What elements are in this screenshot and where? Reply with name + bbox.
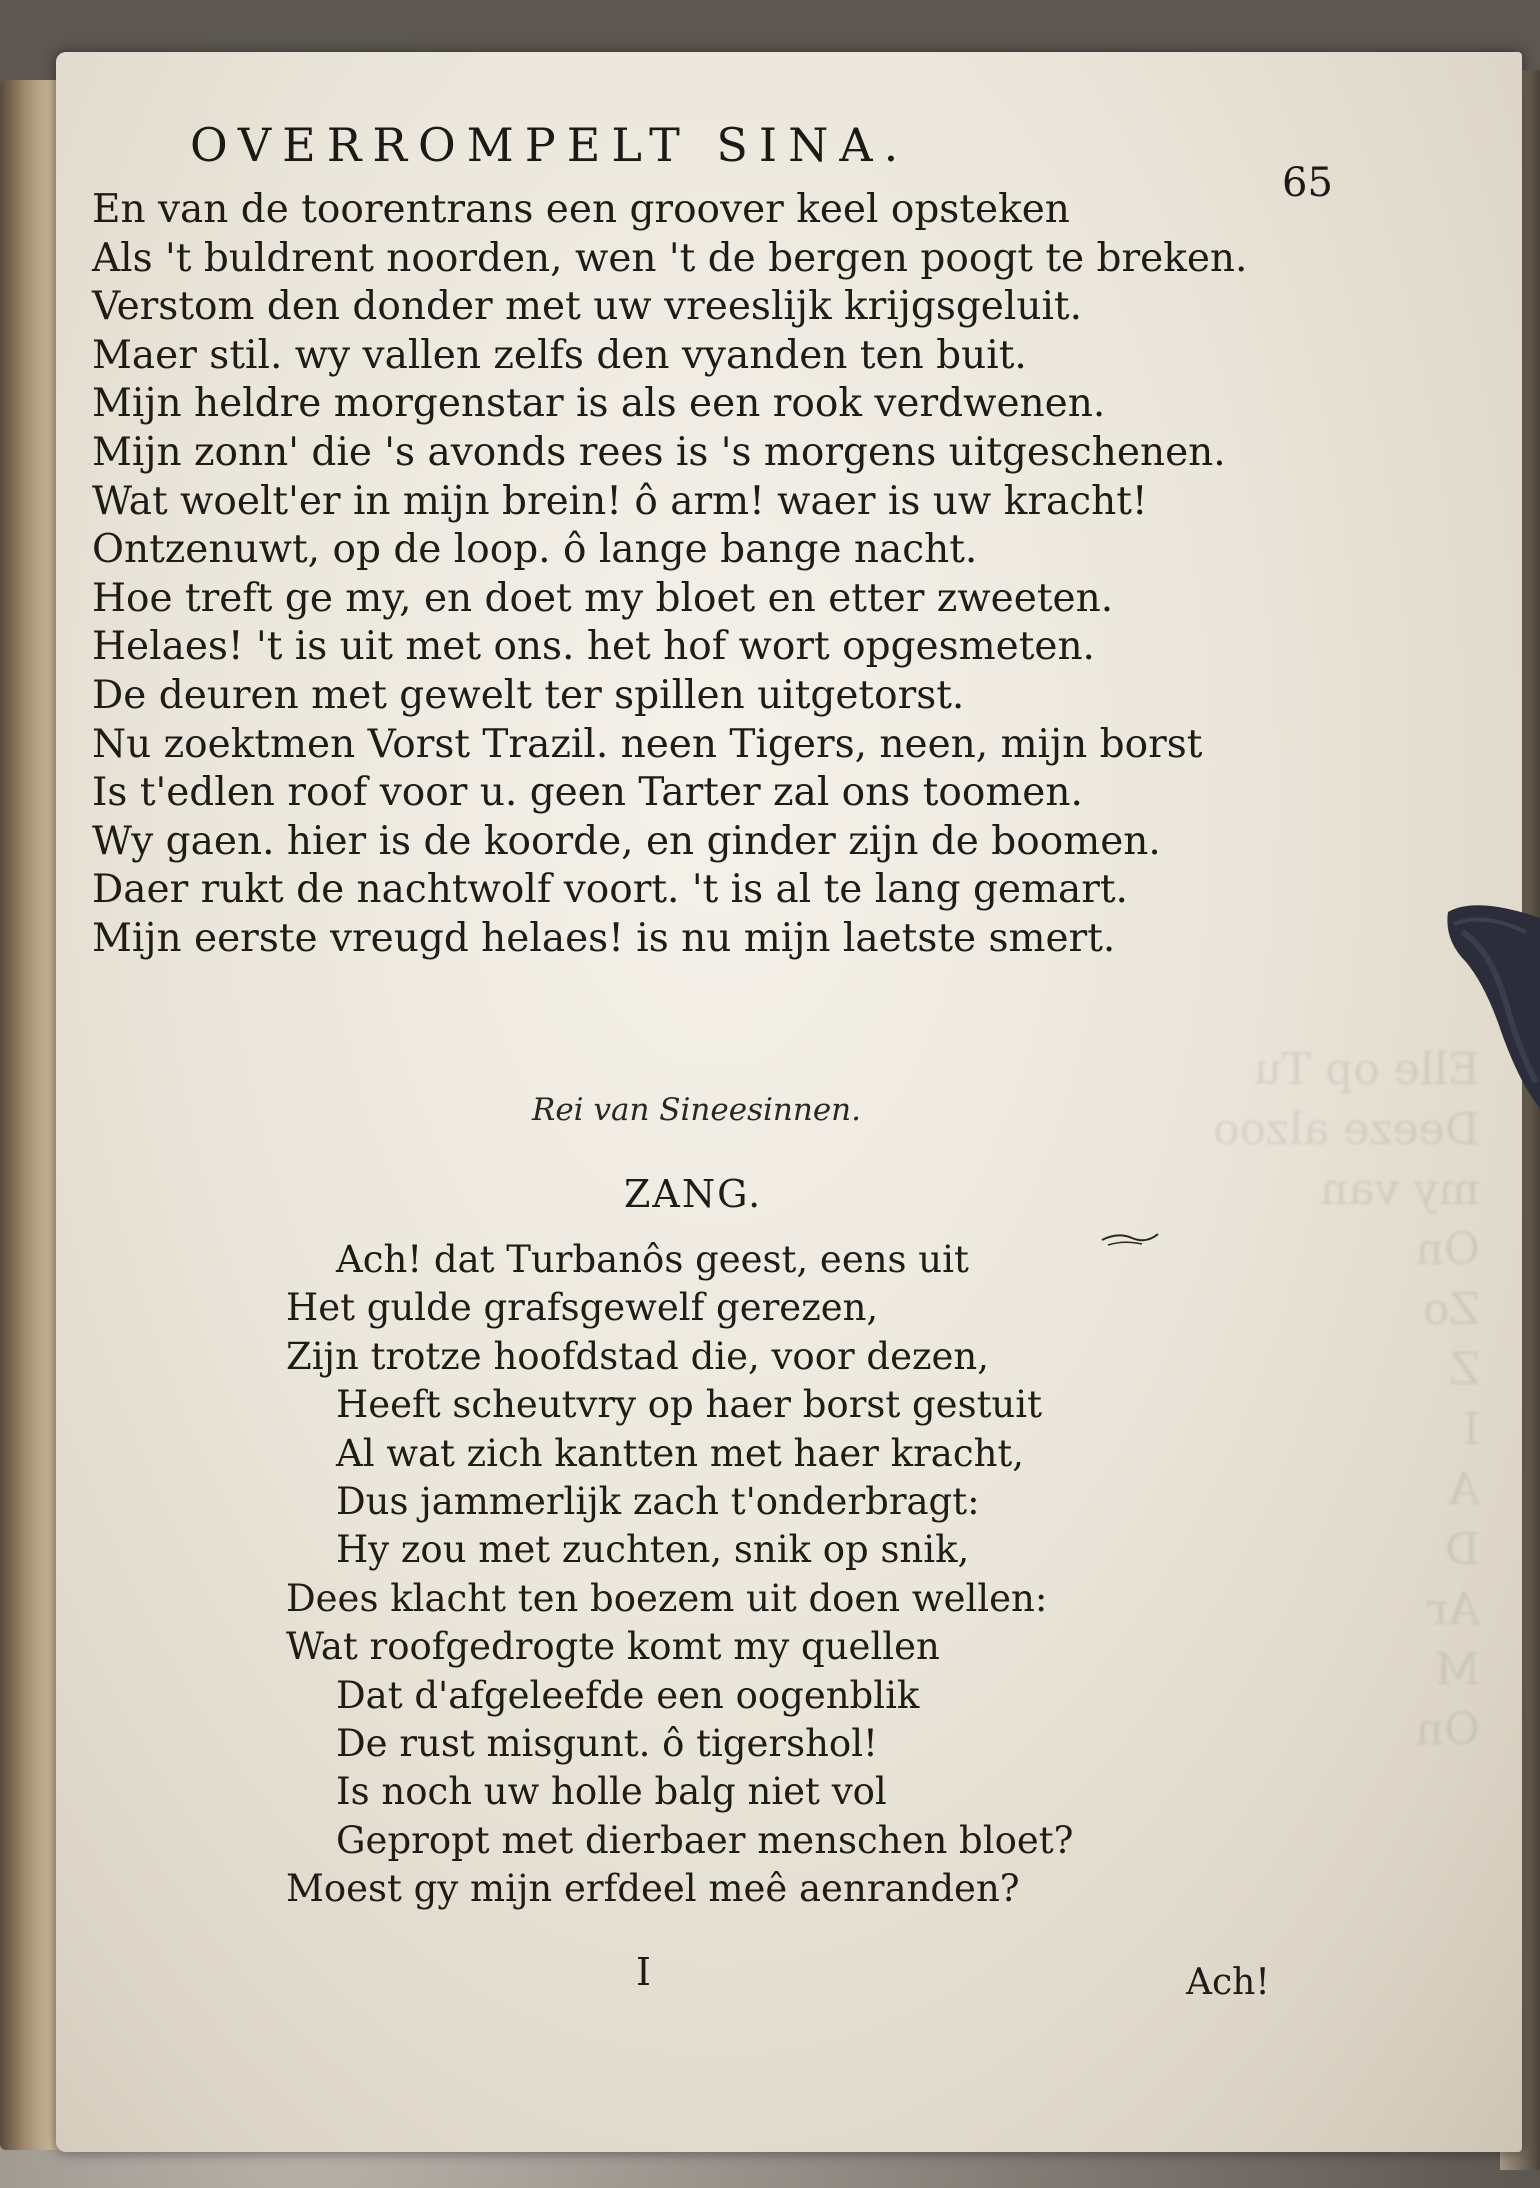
- book-left-edge: [0, 80, 62, 2150]
- song-title: ZANG.: [624, 1172, 763, 1216]
- song-line: Moest gy mijn erfdeel meê aenranden?: [286, 1867, 1020, 1911]
- verse-line: Wat woelt'er in mijn brein! ô arm! waer is uw kracht!: [92, 478, 1148, 524]
- song-line: Dat d'afgeleefde een oogenblik: [336, 1673, 920, 1717]
- verse-line: Is t'edlen roof voor u. geen Tarter zal ons toomen.: [92, 770, 1083, 816]
- verse-line: Maer stil. wy vallen zelfs den vyanden ten buit.: [92, 332, 1027, 378]
- verse-line: Ontzenuwt, op de loop. ô lange bange nacht.: [92, 527, 978, 573]
- song-line: Dus jammerlijk zach t'onderbragt:: [336, 1479, 980, 1523]
- song-line: Dees klacht ten boezem uit doen wellen:: [286, 1576, 1048, 1620]
- song-line: Het gulde grafsgewelf gerezen,: [286, 1286, 879, 1330]
- verse-line: Helaes! 't is uit met ons. het hof wort opgesmeten.: [92, 624, 1095, 670]
- running-title: OVERROMPELT SINA.: [190, 118, 910, 172]
- song-line: Zijn trotze hoofdstad die, voor dezen,: [286, 1334, 989, 1378]
- verse-line: De deuren met gewelt ter spillen uitgetorst.: [92, 672, 965, 718]
- verse-line: Daer rukt de nachtwolf voort. 't is al te lang gemart.: [92, 867, 1128, 913]
- catchword: Ach!: [1186, 1962, 1270, 2003]
- margin-mark-icon: [1098, 1228, 1162, 1254]
- verse-line: Als 't buldrent noorden, wen 't de bergen poogt te breken.: [92, 235, 1248, 281]
- verse-line: Mijn eerste vreugd helaes! is nu mijn laetste smert.: [92, 915, 1116, 961]
- bookmark-ribbon: [1432, 902, 1540, 1112]
- chorus-caption: Rei van Sineesinnen.: [532, 1092, 861, 1128]
- verse-line: Nu zoektmen Vorst Trazil. neen Tigers, neen, mijn borst: [92, 721, 1203, 767]
- song-line: Is noch uw holle balg niet vol: [336, 1770, 887, 1814]
- verse-line: Mijn zonn' die 's avonds rees is 's morgens uitgeschenen.: [92, 429, 1226, 475]
- show-through-text: Elle op Tu Deeze alzoo my van On Zo Z I A D Ar M On: [1212, 1044, 1480, 1755]
- song-line: Hy zou met zuchten, snik op snik,: [336, 1528, 970, 1572]
- song-line: De rust misgunt. ô tigershol!: [336, 1721, 878, 1765]
- verse-line: Wy gaen. hier is de koorde, en ginder zijn de boomen.: [92, 818, 1161, 864]
- song-line: Wat roofgedrogte komt my quellen: [286, 1625, 940, 1669]
- page-number: 65: [1282, 160, 1333, 206]
- verse-line: Hoe treft ge my, en doet my bloet en etter zweeten.: [92, 575, 1114, 621]
- song-line: Gepropt met dierbaer menschen bloet?: [336, 1818, 1074, 1862]
- signature-mark: I: [636, 1950, 652, 1994]
- song-line: Al wat zich kantten met haer kracht,: [336, 1431, 1025, 1475]
- song-block: [286, 1236, 1073, 1913]
- song-line: Ach! dat Turbanôs geest, eens uit: [336, 1238, 969, 1281]
- song-line: Heeft scheutvry op haer borst gestuit: [336, 1383, 1042, 1427]
- verse-line: En van de toorentrans een groover keel opsteken: [92, 187, 1070, 232]
- verse-line: Verstom den donder met uw vreeslijk krijgsgeluit.: [92, 284, 1083, 330]
- verse-line: Mijn heldre morgenstar is als een rook verdwenen.: [92, 381, 1106, 427]
- verse-block: [92, 186, 1247, 964]
